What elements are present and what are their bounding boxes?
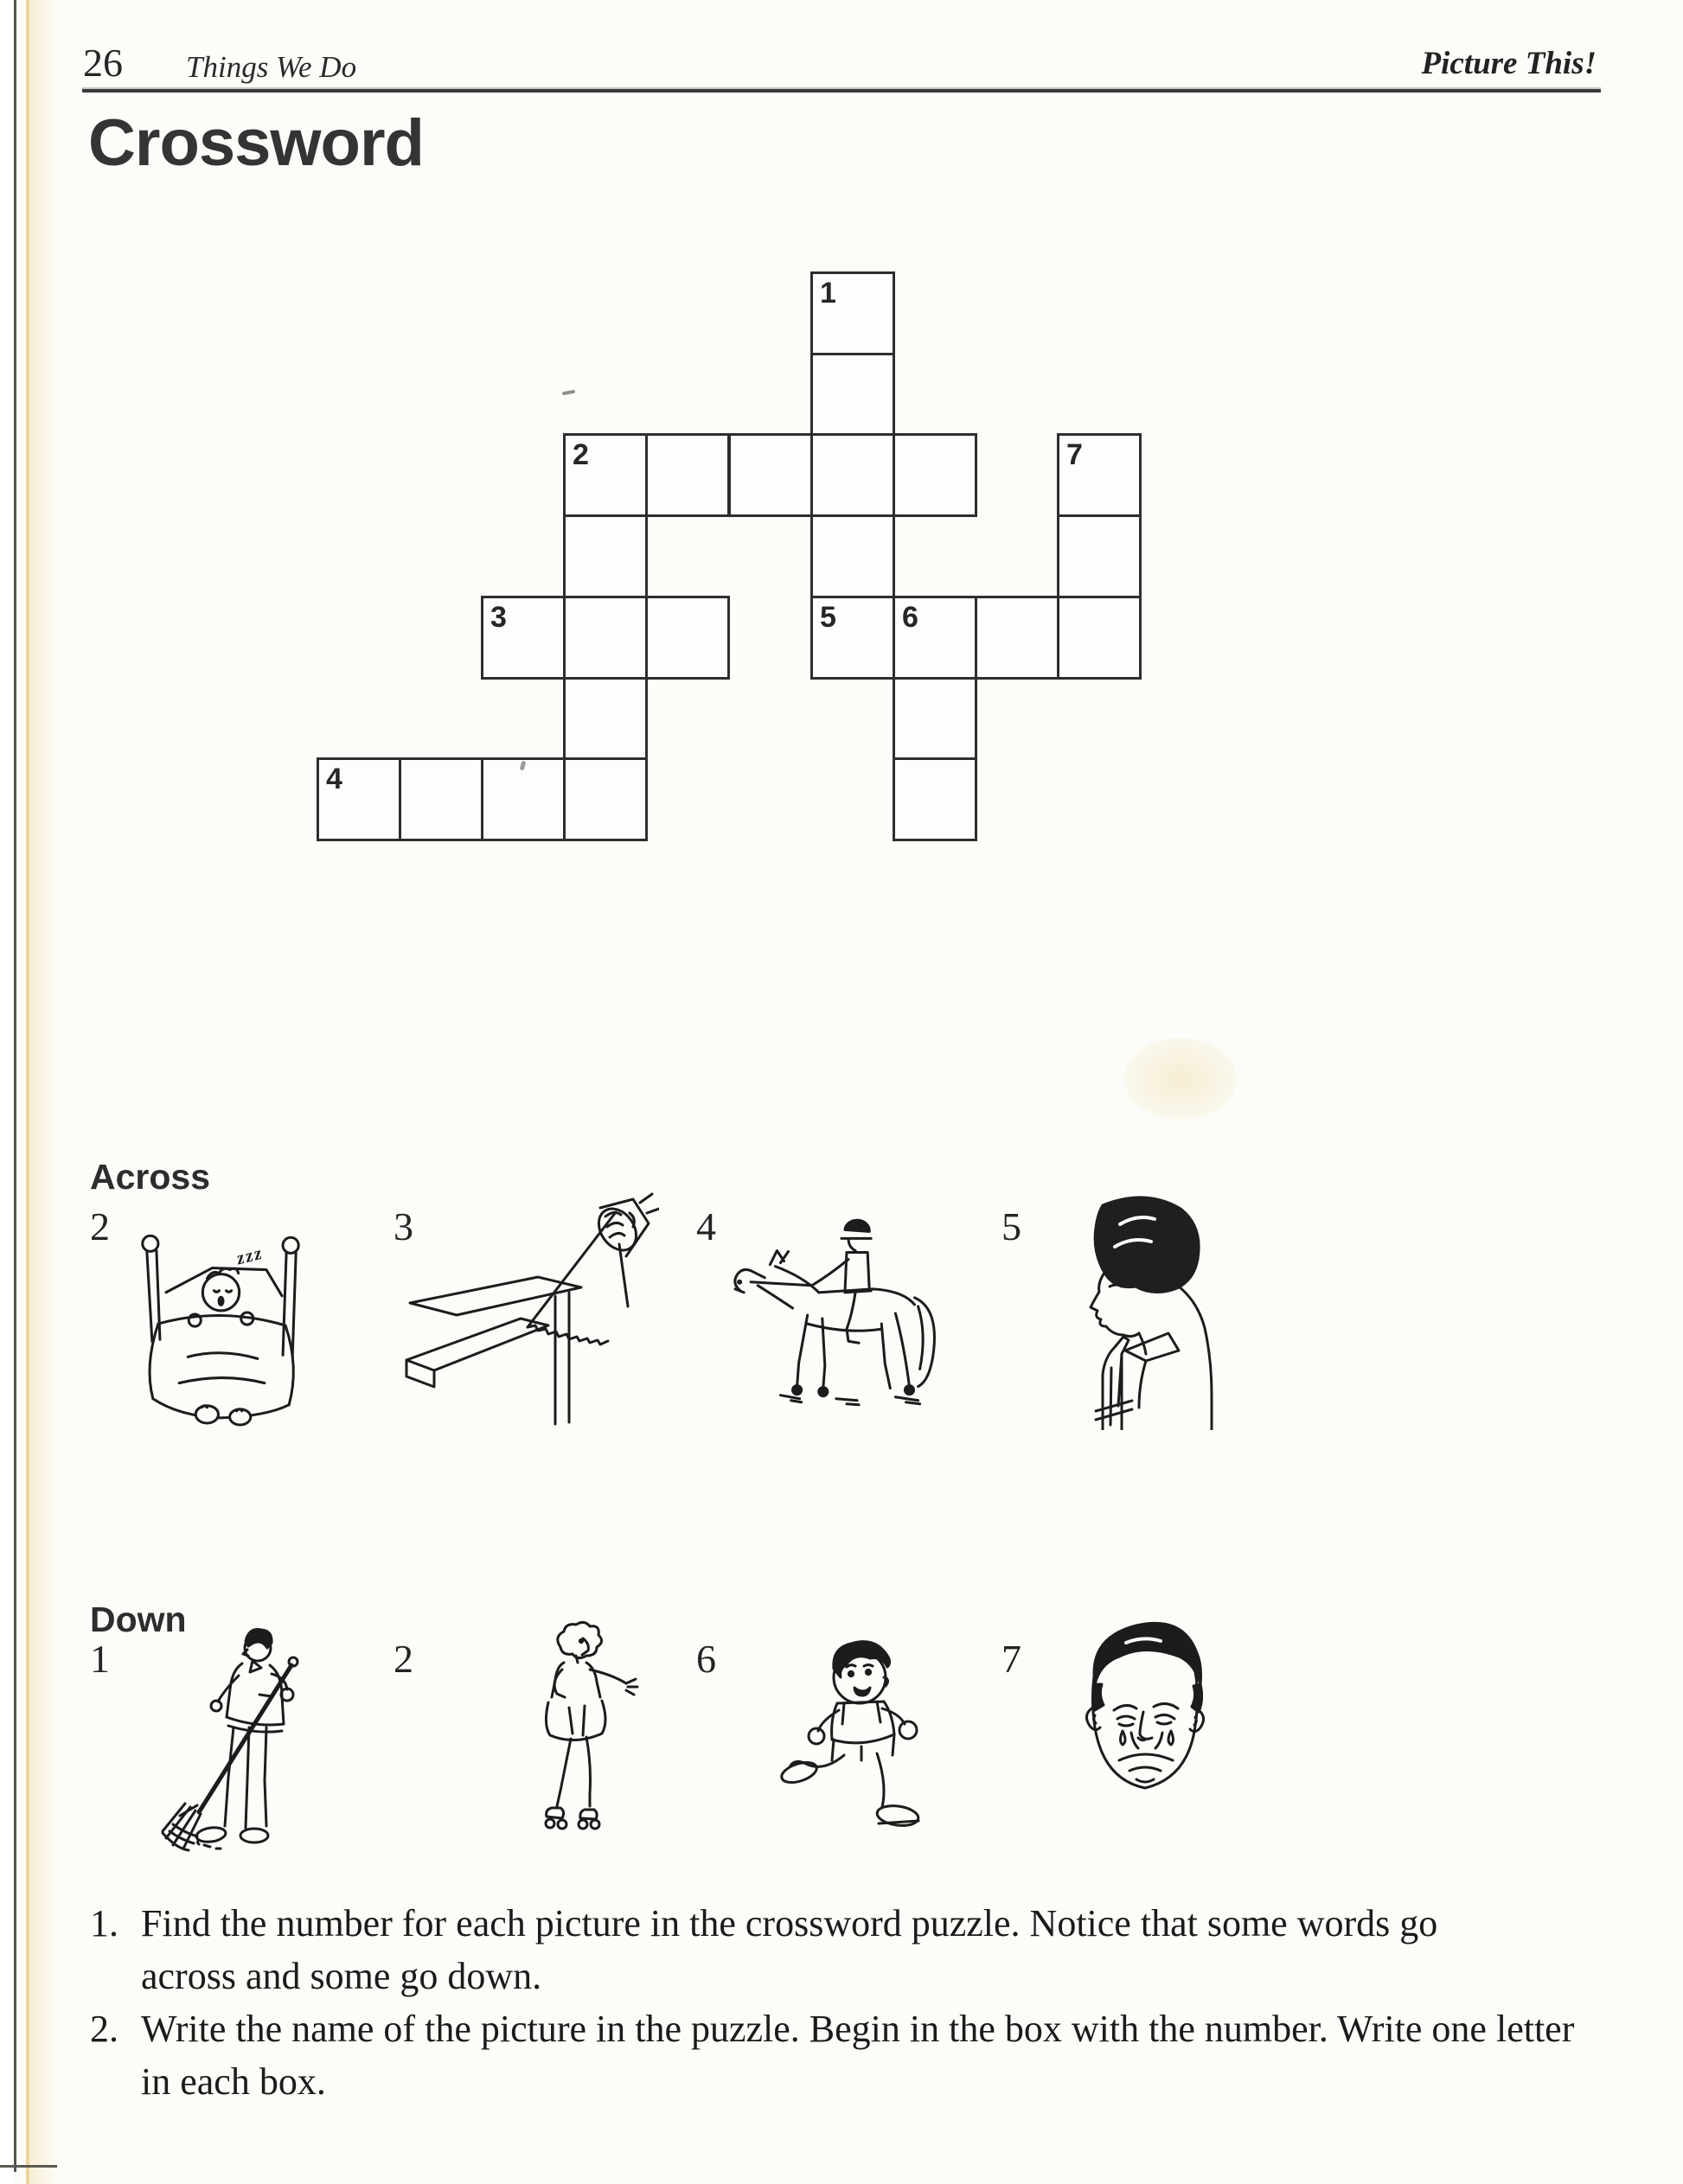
grid-cell-number: 5 [820, 601, 836, 634]
page-title: Crossword [88, 106, 424, 180]
across-clue-number: 5 [1001, 1204, 1021, 1248]
instruction-text: Find the number for each picture in the crossword puzzle. Notice that some words go across and some go down. [141, 1902, 1438, 1997]
book-title: Picture This! [1421, 46, 1597, 81]
grid-cell[interactable] [645, 596, 730, 680]
praying-person-illustration [1042, 1190, 1237, 1430]
instruction-number: 2. [90, 2008, 118, 2050]
grid-cell[interactable] [563, 514, 648, 598]
grid-cell[interactable] [481, 596, 566, 680]
instruction-item [90, 1897, 1525, 2002]
grid-cell[interactable] [810, 596, 895, 680]
grid-cell-number: 6 [902, 601, 918, 634]
grid-cell[interactable] [893, 596, 977, 680]
grid-cell[interactable] [563, 757, 648, 841]
grid-cell[interactable] [317, 757, 401, 841]
grid-cell[interactable] [893, 433, 977, 517]
down-label: Down [90, 1600, 187, 1639]
across-clue-number: 2 [90, 1204, 110, 1248]
grid-cell-number: 1 [820, 277, 836, 310]
grid-cell[interactable] [563, 596, 648, 680]
section-title: Things We Do [186, 50, 357, 84]
grid-cell[interactable] [810, 514, 895, 598]
grid-cell-number: 2 [573, 438, 589, 471]
grid-cell[interactable] [1057, 596, 1142, 680]
roller-skating-illustration [500, 1617, 677, 1830]
zzz-text: zzz [234, 1242, 266, 1269]
grid-cell[interactable] [563, 433, 648, 517]
grid-cell[interactable] [728, 433, 813, 517]
instruction-item [90, 2002, 1603, 2108]
riding-horse-illustration [725, 1202, 973, 1420]
down-clue-number: 1 [90, 1637, 110, 1681]
grid-cell[interactable] [563, 677, 648, 761]
sweeping-broom-illustration [156, 1622, 376, 1854]
grid-cell[interactable] [399, 757, 483, 841]
sawing-board-illustration [400, 1190, 659, 1429]
running-boy-illustration [771, 1624, 998, 1855]
grid-cell[interactable] [893, 677, 977, 761]
grid-cell-number: 7 [1066, 438, 1083, 471]
grid-cell[interactable] [810, 353, 895, 437]
crying-face-illustration [1053, 1608, 1237, 1826]
grid-cell[interactable] [1057, 433, 1142, 517]
sleeping-in-bed-illustration [126, 1209, 315, 1427]
down-clue-number: 7 [1001, 1637, 1021, 1681]
grid-cell[interactable] [810, 433, 895, 517]
across-label: Across [90, 1157, 211, 1197]
instruction-number: 1. [90, 1902, 118, 1945]
grid-cell[interactable] [975, 596, 1059, 680]
instruction-text: Write the name of the picture in the puzzle. Begin in the box with the number. Write one letter in each box. [141, 2008, 1575, 2103]
across-clue-number: 4 [696, 1204, 716, 1248]
grid-cell[interactable] [893, 757, 977, 841]
down-clue-number: 2 [394, 1637, 413, 1681]
across-clue-number: 3 [394, 1204, 413, 1248]
grid-cell-number: 4 [326, 763, 342, 795]
grid-cell-number: 3 [490, 601, 507, 634]
down-clue-number: 6 [696, 1637, 716, 1681]
grid-cell[interactable] [1057, 514, 1142, 598]
grid-cell[interactable] [645, 433, 730, 517]
grid-cell[interactable] [810, 271, 895, 355]
page-number: 26 [83, 41, 123, 85]
